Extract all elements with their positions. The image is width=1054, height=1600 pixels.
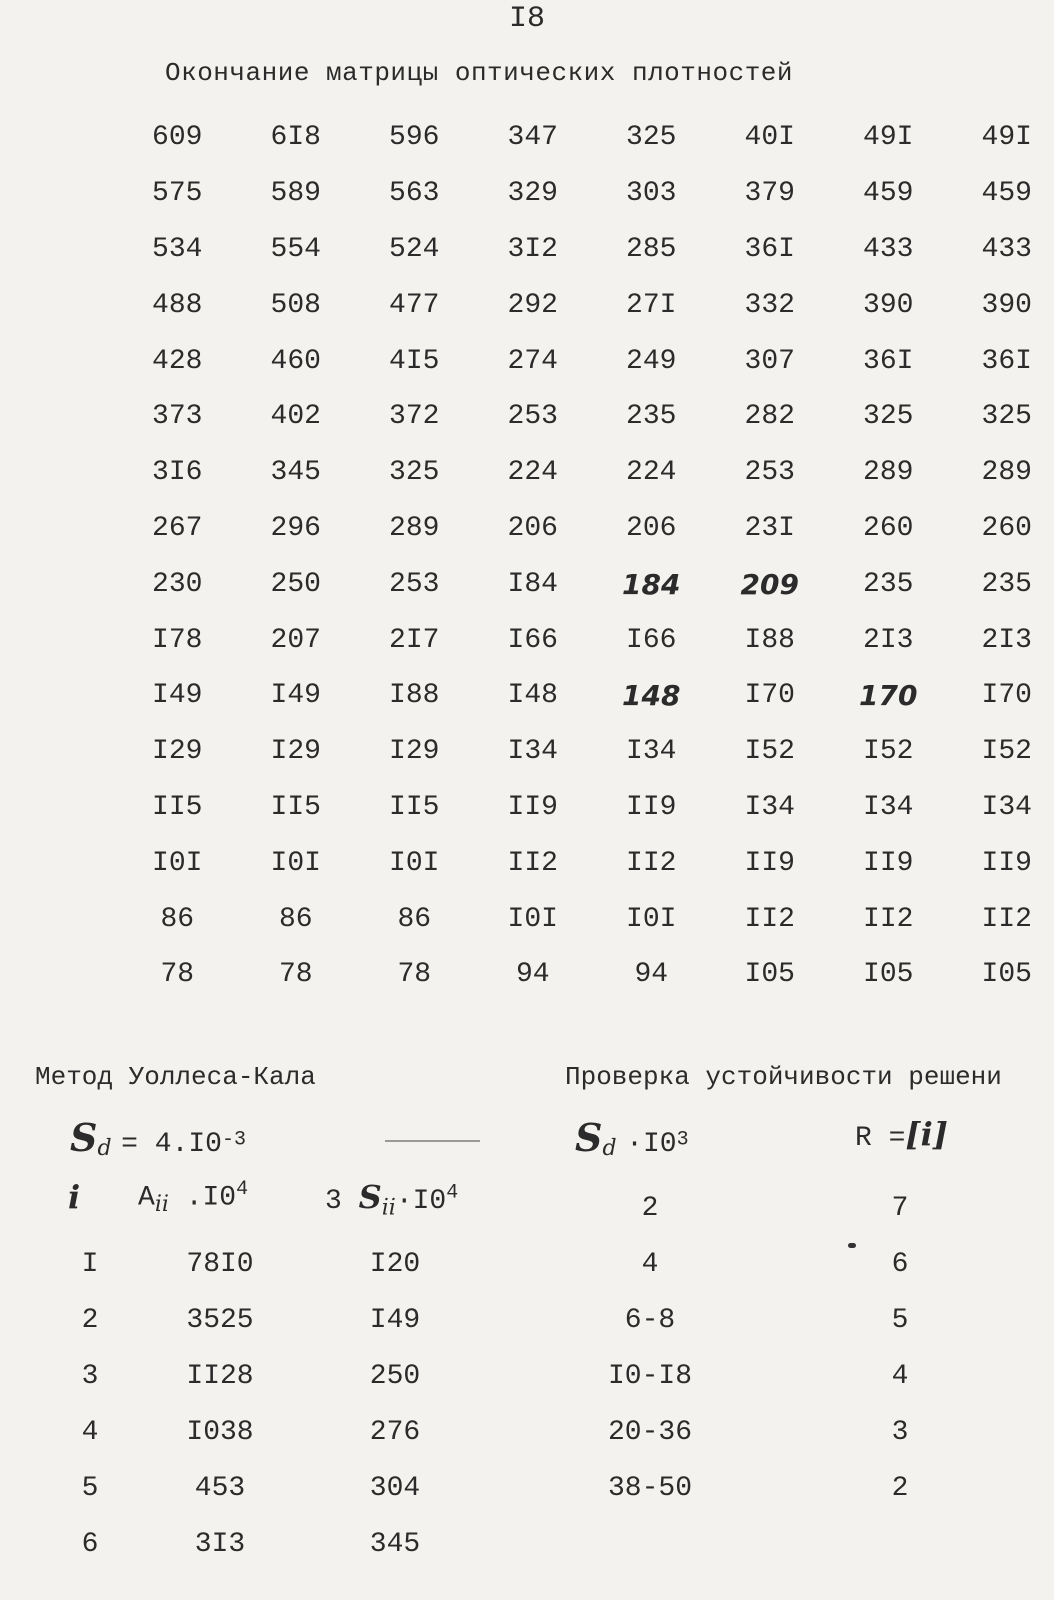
matrix-cell: 373 xyxy=(152,401,203,433)
matrix-cell: I78 xyxy=(152,624,203,656)
matrix-cell: I29 xyxy=(389,736,440,768)
matrix-row xyxy=(118,110,1054,166)
matrix-cell: 49I xyxy=(981,122,1032,154)
stability-cell-r: 3 xyxy=(891,1416,909,1448)
matrix-cell: II5 xyxy=(389,791,440,823)
matrix-cell: 372 xyxy=(389,401,440,433)
stability-cell-r: 7 xyxy=(891,1192,909,1224)
matrix-cell: I66 xyxy=(626,624,677,656)
matrix-cell: I0I xyxy=(389,847,440,879)
matrix-row xyxy=(118,277,1054,333)
matrix-cell: II2 xyxy=(863,903,914,935)
matrix-cell: 307 xyxy=(744,345,795,377)
divider-dash xyxy=(385,1140,480,1142)
matrix-cell: 224 xyxy=(507,457,558,489)
r-bracket: [i] xyxy=(905,1115,948,1153)
method-cell-a: II28 xyxy=(186,1360,254,1392)
matrix-cell: II2 xyxy=(507,847,558,879)
method-heading: Метод Уоллеса-Кала xyxy=(35,1062,316,1092)
matrix-cell: 460 xyxy=(270,345,321,377)
matrix-cell: 285 xyxy=(626,233,677,265)
r-label: R = xyxy=(855,1123,906,1154)
matrix-cell: II5 xyxy=(270,791,321,823)
matrix-cell: 148 xyxy=(622,679,681,713)
matrix-cell: 206 xyxy=(507,512,558,544)
matrix-cell: 2I3 xyxy=(863,624,914,656)
matrix-cell: 289 xyxy=(981,457,1032,489)
matrix-cell: II9 xyxy=(863,847,914,879)
sd-exponent: -3 xyxy=(221,1128,246,1152)
matrix-cell: 2I3 xyxy=(981,624,1032,656)
col-header-a: $A_{ii}$ $.I0^4$ xyxy=(138,1178,249,1217)
method-cell-s: 304 xyxy=(369,1472,421,1504)
matrix-cell: 325 xyxy=(863,401,914,433)
sd-scale-header xyxy=(575,1115,689,1161)
stability-row xyxy=(585,1180,1054,1236)
matrix-cell: 253 xyxy=(389,568,440,600)
matrix-cell: 296 xyxy=(270,512,321,544)
matrix-cell: 3I6 xyxy=(152,457,203,489)
method-cell-i: 3 xyxy=(81,1360,99,1392)
matrix-cell: 589 xyxy=(270,178,321,210)
matrix-cell: 253 xyxy=(507,401,558,433)
matrix-cell: 94 xyxy=(634,959,669,991)
matrix-cell: 488 xyxy=(152,289,203,321)
matrix-cell: 86 xyxy=(160,903,195,935)
matrix-cell: 609 xyxy=(152,122,203,154)
matrix-cell: 209 xyxy=(740,567,799,601)
stability-cell-sd: 38-50 xyxy=(607,1472,692,1504)
matrix-row xyxy=(118,556,1054,612)
matrix-cell: 347 xyxy=(507,122,558,154)
matrix-cell: 379 xyxy=(744,178,795,210)
matrix-cell: 260 xyxy=(981,512,1032,544)
ink-dot xyxy=(848,1243,856,1248)
matrix-cell: I34 xyxy=(863,791,914,823)
matrix-cell: 433 xyxy=(981,233,1032,265)
matrix-row xyxy=(118,891,1054,947)
stability-heading: Проверка устойчивости решени xyxy=(565,1062,1002,1092)
matrix-cell: I05 xyxy=(744,959,795,991)
matrix-cell: I88 xyxy=(744,624,795,656)
sd-text-right: ·I0 xyxy=(626,1129,677,1160)
matrix-cell: 235 xyxy=(626,401,677,433)
matrix-cell: I88 xyxy=(389,680,440,712)
stability-cell-r: 5 xyxy=(891,1304,909,1336)
matrix-cell: 433 xyxy=(863,233,914,265)
sd-subscript: d xyxy=(97,1136,112,1162)
matrix-cell: 249 xyxy=(626,345,677,377)
matrix-cell: 235 xyxy=(863,568,914,600)
page-number: I8 xyxy=(508,2,545,36)
matrix-cell: I70 xyxy=(981,680,1032,712)
matrix-cell: 289 xyxy=(863,457,914,489)
method-row xyxy=(60,1460,470,1516)
method-cell-s: 276 xyxy=(369,1416,421,1448)
matrix-cell: 459 xyxy=(863,178,914,210)
matrix-cell: 253 xyxy=(744,457,795,489)
method-cell-a: I038 xyxy=(186,1416,254,1448)
stability-cell-r: 2 xyxy=(891,1472,909,1504)
matrix-row xyxy=(118,947,1054,1003)
matrix-cell: I66 xyxy=(507,624,558,656)
matrix-cell: I05 xyxy=(863,959,914,991)
method-cell-a: 78I0 xyxy=(186,1248,254,1280)
matrix-cell: I0I xyxy=(626,903,677,935)
matrix-cell: II5 xyxy=(152,791,203,823)
method-row xyxy=(60,1292,470,1348)
matrix-cell: II9 xyxy=(981,847,1032,879)
matrix-cell: 4I5 xyxy=(389,345,440,377)
sd-subscript-right: d xyxy=(602,1136,617,1162)
stability-cell-sd: 20-36 xyxy=(607,1416,692,1448)
matrix-cell: 303 xyxy=(626,178,677,210)
sd-symbol-right: S xyxy=(575,1115,603,1160)
stability-row xyxy=(585,1404,1054,1460)
matrix-cell: 325 xyxy=(981,401,1032,433)
matrix-cell: I34 xyxy=(981,791,1032,823)
sd-text: = 4.I0 xyxy=(121,1129,222,1160)
matrix-cell: 390 xyxy=(981,289,1032,321)
matrix-row xyxy=(118,835,1054,891)
matrix-cell: 86 xyxy=(278,903,313,935)
matrix-cell: 402 xyxy=(270,401,321,433)
matrix-cell: 534 xyxy=(152,233,203,265)
matrix-cell: 40I xyxy=(744,122,795,154)
method-cell-a: 453 xyxy=(194,1472,246,1504)
matrix-cell: I49 xyxy=(270,680,321,712)
sd-symbol: S xyxy=(70,1115,98,1160)
matrix-cell: II2 xyxy=(981,903,1032,935)
matrix-cell: I29 xyxy=(270,736,321,768)
matrix-cell: 390 xyxy=(863,289,914,321)
matrix-cell: I70 xyxy=(744,680,795,712)
matrix-cell: 524 xyxy=(389,233,440,265)
matrix-cell: I05 xyxy=(981,959,1032,991)
stability-cell-sd: 4 xyxy=(641,1248,659,1280)
matrix-cell: 235 xyxy=(981,568,1032,600)
matrix-cell: 36I xyxy=(981,345,1032,377)
matrix-cell: 206 xyxy=(626,512,677,544)
sd-value-formula xyxy=(70,1115,246,1161)
matrix-cell: I34 xyxy=(507,736,558,768)
matrix-cell: I34 xyxy=(744,791,795,823)
matrix-cell: II2 xyxy=(744,903,795,935)
matrix-row xyxy=(118,445,1054,501)
matrix-cell: 2I7 xyxy=(389,624,440,656)
stability-row xyxy=(585,1236,1054,1292)
matrix-row xyxy=(118,780,1054,836)
stability-cell-r: 4 xyxy=(891,1360,909,1392)
optical-density-matrix xyxy=(118,110,1054,1003)
matrix-cell: 78 xyxy=(278,959,313,991)
matrix-cell: 292 xyxy=(507,289,558,321)
matrix-cell: 459 xyxy=(981,178,1032,210)
method-cell-i: 5 xyxy=(81,1472,99,1504)
matrix-cell: 508 xyxy=(270,289,321,321)
matrix-cell: 267 xyxy=(152,512,203,544)
matrix-cell: 23I xyxy=(744,512,795,544)
matrix-cell: I0I xyxy=(152,847,203,879)
matrix-cell: 6I8 xyxy=(270,122,321,154)
method-cell-i: 2 xyxy=(81,1304,99,1336)
matrix-cell: 282 xyxy=(744,401,795,433)
matrix-cell: 27I xyxy=(626,289,677,321)
matrix-cell: 260 xyxy=(863,512,914,544)
matrix-cell: 325 xyxy=(389,457,440,489)
matrix-cell: II2 xyxy=(626,847,677,879)
matrix-cell: 78 xyxy=(160,959,195,991)
method-cell-a: 3525 xyxy=(186,1304,254,1336)
matrix-cell: II9 xyxy=(507,791,558,823)
matrix-cell: I84 xyxy=(507,568,558,600)
matrix-row xyxy=(118,612,1054,668)
matrix-cell: 184 xyxy=(622,567,681,601)
matrix-cell: 224 xyxy=(626,457,677,489)
matrix-cell: 596 xyxy=(389,122,440,154)
method-cell-s: 345 xyxy=(369,1528,421,1560)
matrix-cell: 563 xyxy=(389,178,440,210)
method-cell-s: 250 xyxy=(369,1360,421,1392)
method-cell-s: I49 xyxy=(369,1304,421,1336)
matrix-cell: I52 xyxy=(981,736,1032,768)
matrix-row xyxy=(118,724,1054,780)
stability-cell-r: 6 xyxy=(891,1248,909,1280)
matrix-cell: 250 xyxy=(270,568,321,600)
matrix-cell: 36I xyxy=(744,233,795,265)
method-row xyxy=(60,1404,470,1460)
matrix-cell: I0I xyxy=(270,847,321,879)
method-row xyxy=(60,1236,470,1292)
matrix-cell: 575 xyxy=(152,178,203,210)
matrix-row xyxy=(118,668,1054,724)
r-header xyxy=(855,1115,948,1154)
stability-table xyxy=(585,1180,1054,1516)
matrix-cell: 230 xyxy=(152,568,203,600)
matrix-cell: 207 xyxy=(270,624,321,656)
matrix-cell: 3I2 xyxy=(507,233,558,265)
matrix-row xyxy=(118,333,1054,389)
matrix-cell: 428 xyxy=(152,345,203,377)
stability-row xyxy=(585,1292,1054,1348)
method-table xyxy=(60,1236,470,1572)
stability-row xyxy=(585,1460,1054,1516)
matrix-cell: I52 xyxy=(744,736,795,768)
method-cell-i: 6 xyxy=(81,1528,99,1560)
matrix-cell: 332 xyxy=(744,289,795,321)
matrix-cell: I49 xyxy=(152,680,203,712)
method-cell-s: I20 xyxy=(369,1248,421,1280)
matrix-cell: 325 xyxy=(626,122,677,154)
matrix-row xyxy=(118,389,1054,445)
matrix-cell: 274 xyxy=(507,345,558,377)
matrix-cell: I52 xyxy=(863,736,914,768)
col-header-s: 3 $S_{ii}\cdot I0^4$ xyxy=(325,1178,459,1221)
matrix-cell: 329 xyxy=(507,178,558,210)
matrix-cell: I29 xyxy=(152,736,203,768)
matrix-cell: 49I xyxy=(863,122,914,154)
matrix-cell: 86 xyxy=(397,903,432,935)
stability-cell-sd: 2 xyxy=(641,1192,659,1224)
matrix-row xyxy=(118,222,1054,278)
method-row xyxy=(60,1516,470,1572)
matrix-cell: 289 xyxy=(389,512,440,544)
matrix-cell: I48 xyxy=(507,680,558,712)
method-cell-i: I xyxy=(81,1248,99,1280)
matrix-cell: II9 xyxy=(626,791,677,823)
matrix-cell: I34 xyxy=(626,736,677,768)
matrix-cell: 94 xyxy=(515,959,550,991)
matrix-row xyxy=(118,501,1054,557)
matrix-cell: 554 xyxy=(270,233,321,265)
matrix-row xyxy=(118,166,1054,222)
stability-cell-sd: 6-8 xyxy=(624,1304,676,1336)
stability-cell-sd: I0-I8 xyxy=(607,1360,692,1392)
method-cell-a: 3I3 xyxy=(194,1528,246,1560)
method-cell-i: 4 xyxy=(81,1416,99,1448)
stability-row xyxy=(585,1348,1054,1404)
matrix-cell: I0I xyxy=(507,903,558,935)
matrix-cell: 345 xyxy=(270,457,321,489)
matrix-cell: 78 xyxy=(397,959,432,991)
matrix-cell: II9 xyxy=(744,847,795,879)
matrix-cell: 36I xyxy=(863,345,914,377)
col-header-i: i xyxy=(68,1178,81,1216)
matrix-cell: 170 xyxy=(859,679,918,713)
method-row xyxy=(60,1348,470,1404)
sd-exponent-right: 3 xyxy=(676,1128,689,1152)
page-title: Окончание матрицы оптических плотностей xyxy=(165,58,793,88)
matrix-cell: 477 xyxy=(389,289,440,321)
